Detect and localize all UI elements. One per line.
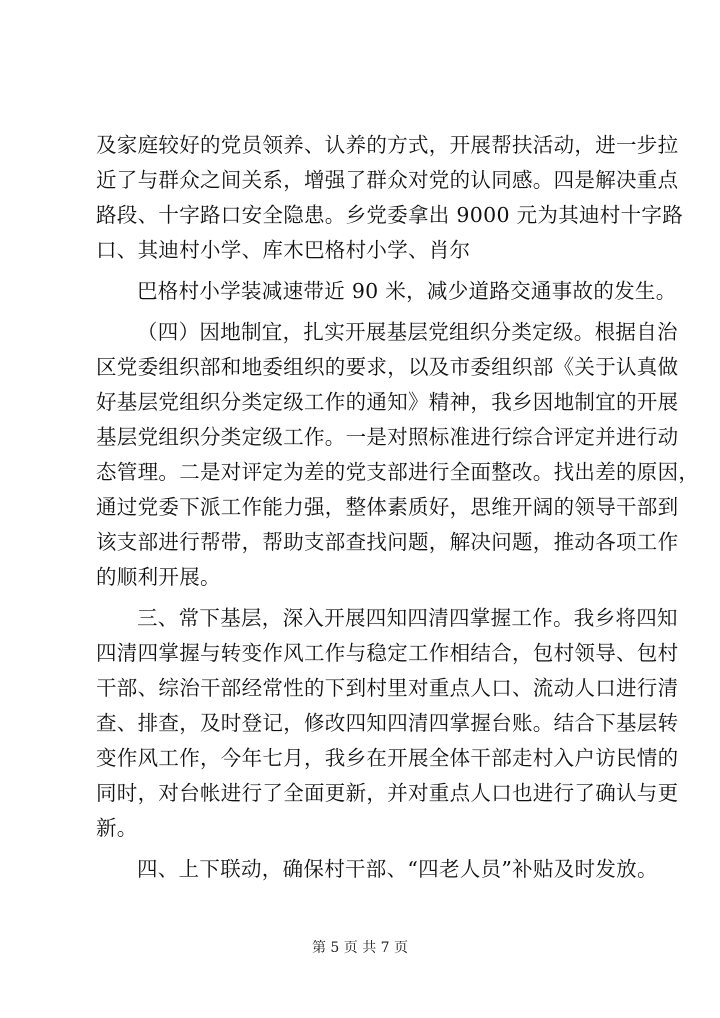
text-line: 口、其迪村小学、库木巴格村小学、肖尔 [96, 238, 471, 262]
paragraph [96, 274, 677, 309]
paragraph [96, 315, 700, 595]
text-line: 及家庭较好的党员领养、认养的方式，开展帮扶活动，进一步拉 [96, 133, 679, 157]
text-line: （四）因地制宜，扎实开展基层党组织分类定级。根据自治 [137, 320, 678, 344]
text-line: 同时，对台帐进行了全面更新，并对重点人口也进行了确认与更 [96, 781, 679, 805]
text-line: 新。 [96, 816, 138, 840]
paragraph [96, 601, 679, 846]
text-line: 基层党组织分类定级工作。一是对照标准进行综合评定并进行动 [96, 425, 679, 449]
document-body [96, 128, 700, 887]
text-line: 干部、综治干部经常性的下到村里对重点人口、流动人口进行清 [96, 676, 679, 700]
text-line: 四、上下联动，确保村干部、“四老人员”补贴及时发放。 [137, 857, 658, 881]
text-line: 三、常下基层，深入开展四知四清四掌握工作。我乡将四知 [137, 606, 678, 630]
text-line: 好基层党组织分类定级工作的通知》精神，我乡因地制宜的开展 [96, 390, 679, 414]
page-footer [0, 938, 720, 958]
text-line: 近了与群众之间关系，增强了群众对党的认同感。四是解决重点 [96, 168, 679, 192]
text-line: 的顺利开展。 [96, 565, 221, 589]
paragraph [96, 128, 684, 268]
text-line: 变作风工作，今年七月，我乡在开展全体干部走村入户访民情的 [96, 746, 679, 770]
text-line: 巴格村小学装减速带近 90 米，减少道路交通事故的发生。 [137, 279, 677, 303]
text-line: 该支部进行帮带，帮助支部查找问题，解决问题，推动各项工作 [96, 530, 679, 554]
text-line: 通过党委下派工作能力强，整体素质好，思维开阔的领导干部到 [96, 495, 679, 519]
text-line: 态管理。二是对评定为差的党支部进行全面整改。找出差的原因， [96, 460, 700, 484]
text-line: 查、排查，及时登记，修改四知四清四掌握台账。结合下基层转 [96, 711, 679, 735]
text-line: 区党委组织部和地委组织的要求，以及市委组织部《关于认真做 [96, 355, 679, 379]
paragraph [96, 852, 656, 887]
text-line: 路段、十字路口安全隐患。乡党委拿出 9000 元为其迪村十字路 [96, 203, 684, 227]
page-indicator: 第 5 页 共 7 页 [311, 940, 409, 956]
text-line: 四清四掌握与转变作风工作与稳定工作相结合，包村领导、包村 [96, 641, 679, 665]
